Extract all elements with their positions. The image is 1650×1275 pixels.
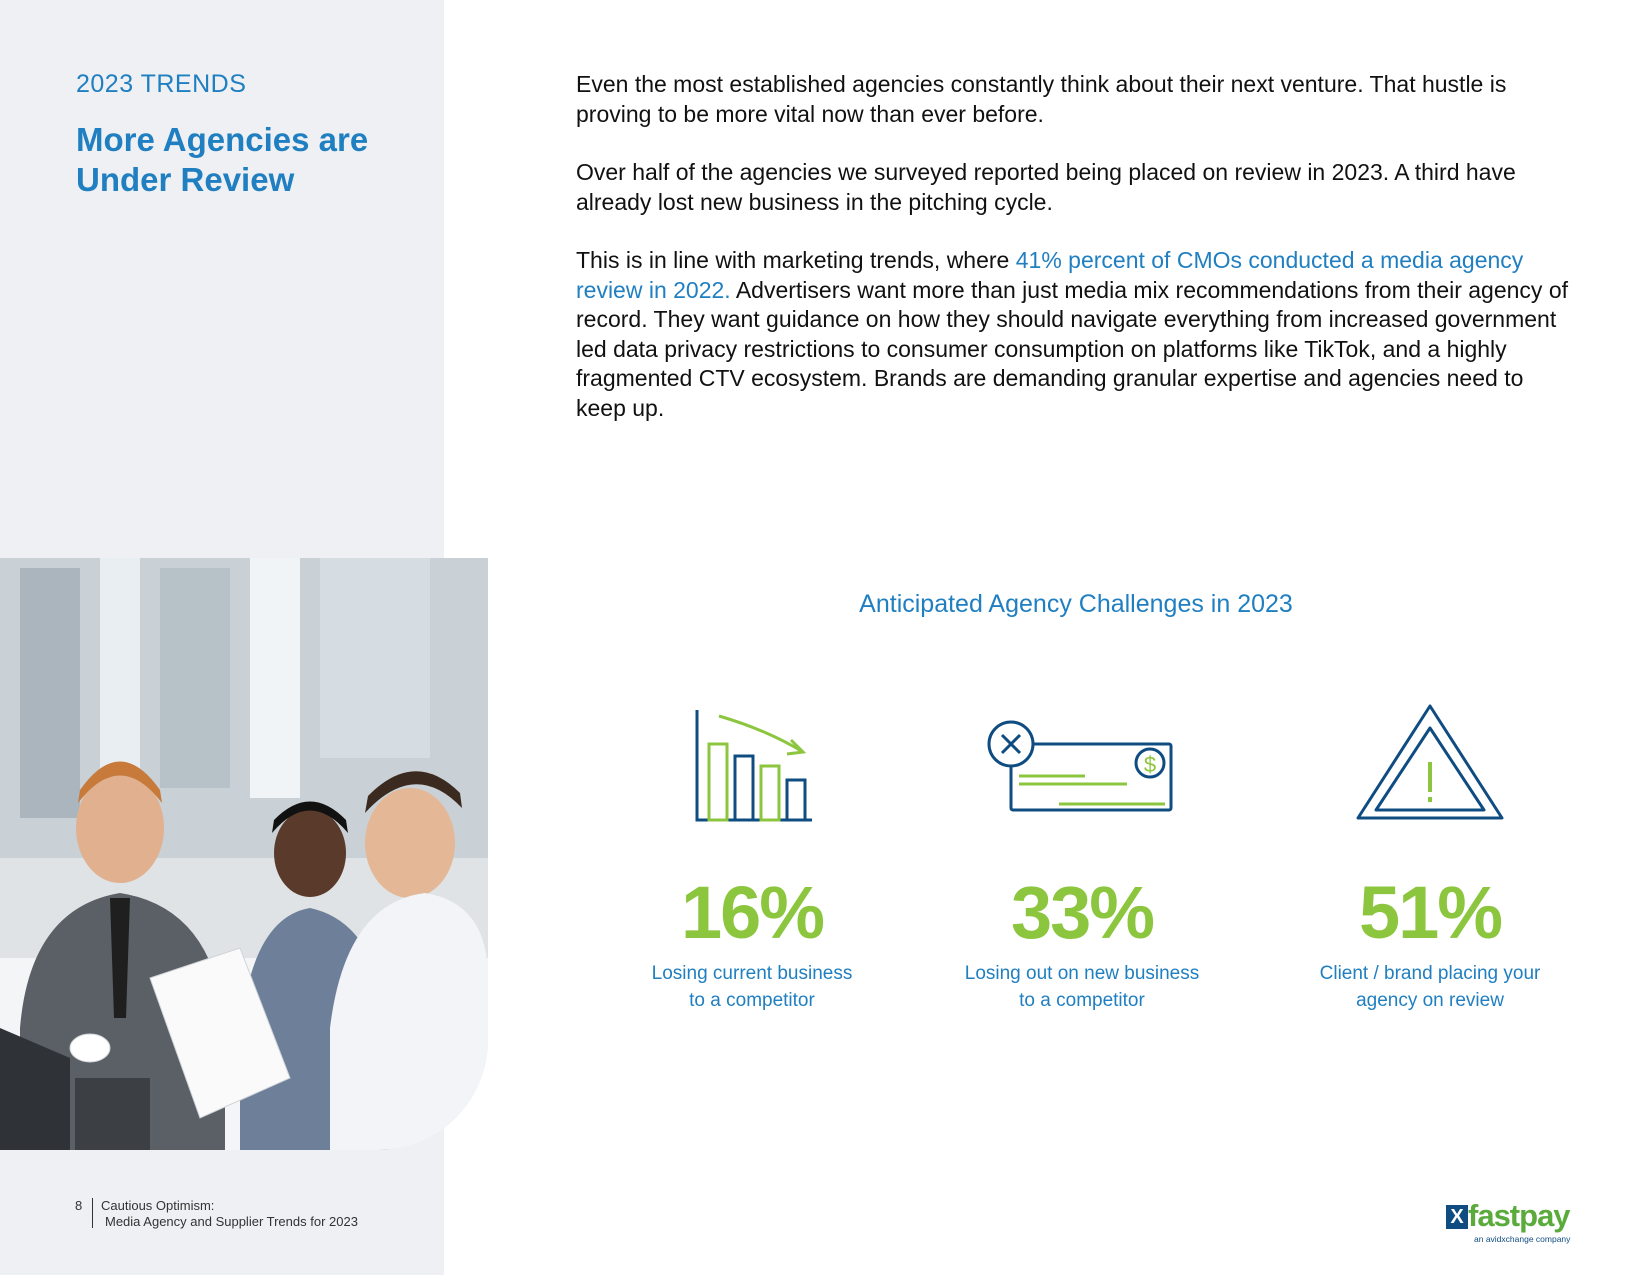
paragraph-1: Even the most established agencies constantly think about their next venture. That hustle is proving to be more vital now than ever before. [576,71,1507,127]
declining-bar-chart-icon [687,700,817,830]
stat-value: 16% [680,871,824,954]
cmo-review-link[interactable]: 41% percent of CMOs conducted a media agency review in 2022. [576,247,1524,303]
page-number: 8 [75,1198,83,1213]
rejected-check-icon [987,720,1177,830]
section-eyebrow: 2023 TRENDS [76,70,247,98]
paragraph-3-rest: Advertisers want more than just media mix recommendations from their agency of record. They want guidance on how they should navigate everything from increased government led data privacy restrictions to consumer consumption on platforms like TikTok, and a highly fragmented CTV ecosystem. Brands are demanding granular expertise and agencies need to keep up. [576,276,1569,421]
stat-label: Losing current business to a competitor [651,963,853,1011]
chart-title: Anticipated Agency Challenges in 2023 [859,590,1293,618]
office-meeting-photo [0,558,488,1150]
page-title: More Agencies are Under Review [76,121,369,198]
stat-label: Losing out on new business to a competitor [964,963,1200,1011]
svg-text:$: $ [1143,752,1157,777]
logo-mark-icon: X [1446,1205,1468,1229]
body-text [576,70,1576,452]
footer-title: Cautious Optimism: [101,1198,215,1213]
stat-item [612,700,892,1014]
stat-item [1290,700,1570,1014]
paragraph-3-intro: This is in line with marketing trends, where [576,247,1016,273]
stat-label: Client / brand placing your agency on review [1319,963,1541,1011]
footer-divider [92,1198,93,1228]
footer-subtitle: Media Agency and Supplier Trends for 2023 [105,1214,358,1229]
stat-value: 51% [1358,871,1502,954]
warning-triangle-icon [1350,700,1510,830]
paragraph-2: Over half of the agencies we surveyed reported being placed on review in 2023. A third have already lost new business in the pitching cycle. [576,159,1516,215]
paragraph-3 [576,246,1576,423]
fastpay-logo [1446,1198,1576,1248]
logo-wordmark: fastpay [1468,1198,1570,1233]
logo-tagline: an avidxchange company [1474,1234,1571,1244]
stat-value: 33% [1010,871,1154,954]
stat-item [942,700,1222,1014]
